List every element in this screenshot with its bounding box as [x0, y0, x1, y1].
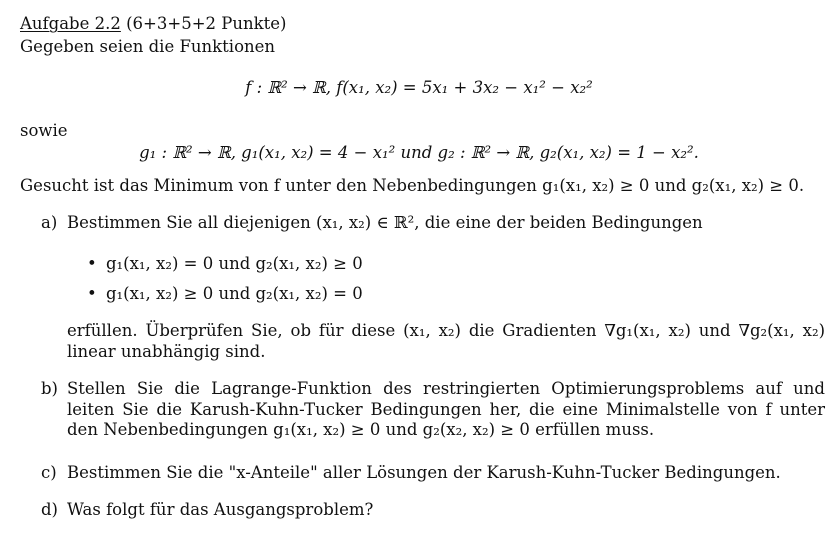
- item-c-text: Bestimmen Sie die "x-Anteile" aller Lösungen der Karush-Kuhn-Tucker Bedingungen.: [67, 463, 781, 482]
- equation-g: [0, 143, 838, 164]
- bullet-item-2: g₁(x₁, x₂) ≥ 0 und g₂(x₁, x₂) = 0: [106, 284, 363, 303]
- item-b-text: Stellen Sie die Lagrange-Funktion des restringierten Optimierungsproblems auf und leiten Sie die Karush-Kuhn-Tucker Bedingungen her, die eine Minimalstelle von f unter den Nebenbedingungen g₁(x₁, x₂) ≥ 0 und g₂(x₂, x₂) ≥ 0 erfüllen muss.: [67, 379, 825, 440]
- bullet-item-1: g₁(x₁, x₂) = 0 und g₂(x₁, x₂) ≥ 0: [106, 254, 363, 273]
- equation-g-text: g₁ : ℝ² → ℝ, g₁(x₁, x₂) = 4 − x₁² und g₂ : ℝ² → ℝ, g₂(x₁, x₂) = 1 − x₂².: [139, 143, 699, 162]
- exercise-title: Aufgabe 2.2: [20, 14, 121, 33]
- item-c-label: c): [41, 463, 57, 482]
- sowie-text: sowie: [20, 121, 68, 140]
- item-a-text: Bestimmen Sie all diejenigen (x₁, x₂) ∈ ℝ², die eine der beiden Bedingungen: [67, 213, 703, 232]
- item-d-label: d): [41, 500, 58, 519]
- exercise-header: [20, 14, 286, 35]
- item-a-label: a): [41, 213, 58, 232]
- item-b-label: b): [41, 379, 58, 398]
- equation-f-text: f : ℝ² → ℝ, f(x₁, x₂) = 5x₁ + 3x₂ − x₁² − x₂²: [245, 78, 593, 97]
- exercise-points: (6+3+5+2 Punkte): [126, 14, 287, 33]
- problem-statement: Gesucht ist das Minimum von f unter den Nebenbedingungen g₁(x₁, x₂) ≥ 0 und g₂(x₁, x₂) ≥ 0.: [20, 176, 805, 195]
- item-a-tail: erfüllen. Überprüfen Sie, ob für diese (x₁, x₂) die Gradienten ∇g₁(x₁, x₂) und ∇g₂(x₁, x₂) linear unabhängig sind.: [67, 321, 825, 361]
- intro-text: Gegeben seien die Funktionen: [20, 37, 276, 56]
- equation-f: [0, 78, 838, 99]
- bullet-dot: •: [87, 284, 97, 303]
- bullet-dot: •: [87, 254, 97, 273]
- item-d-text: Was folgt für das Ausgangsproblem?: [67, 500, 374, 519]
